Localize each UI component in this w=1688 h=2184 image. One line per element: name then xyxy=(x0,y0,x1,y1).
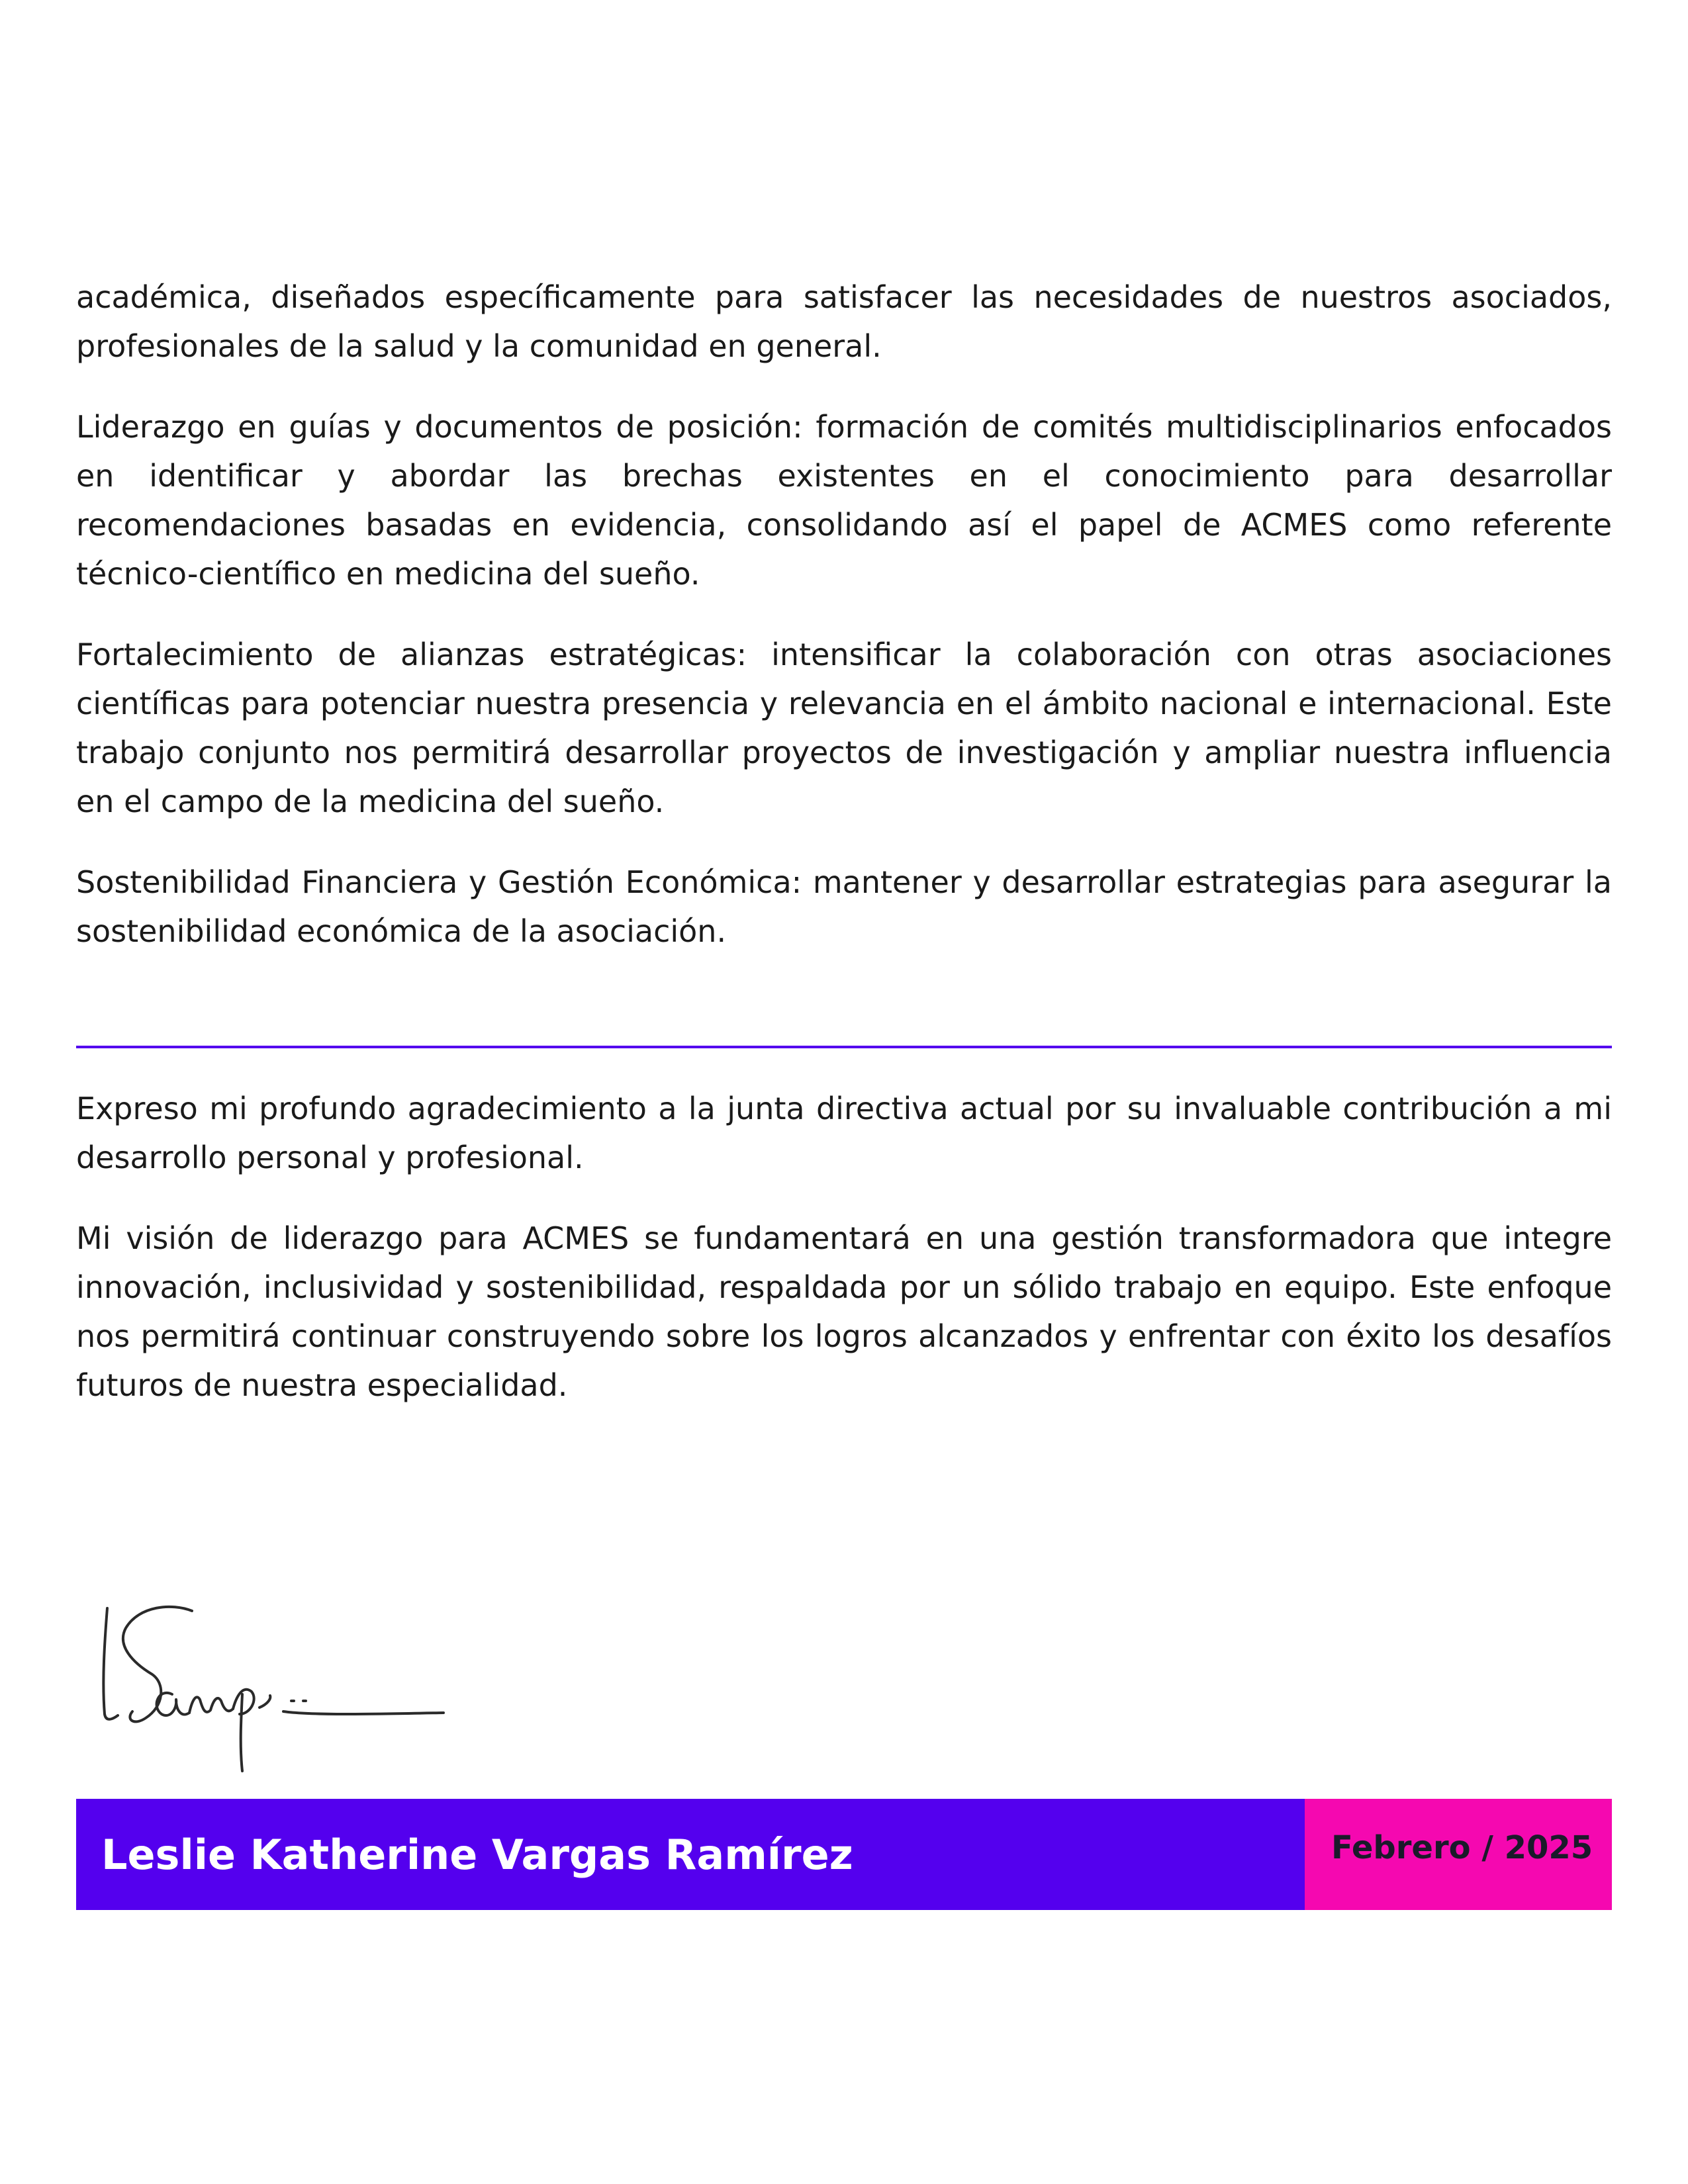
body-text xyxy=(76,273,1612,987)
body-paragraph: académica, diseñados específicamente para satisfacer las necesidades de nuestros asociados, profesionales de la salud y la comunidad en general. xyxy=(76,279,1612,364)
body-paragraph: Fortalecimiento de alianzas estratégicas: intensificar la colaboración con otras asociaciones científicas para potenciar nuestra presencia y relevancia en el ámbito nacional e internacional. Este trabajo conjunto nos permitirá desarrollar proyectos de investigación y ampliar nuestra influencia en el campo de la medicina del sueño. xyxy=(76,637,1612,819)
signer-name: Leslie Katherine Vargas Ramírez xyxy=(101,1830,853,1879)
closing-paragraph: Mi visión de liderazgo para ACMES se fundamentará en una gestión transformadora que integre innovación, inclusividad y sostenibilidad, respaldada por un sólido trabajo en equipo. Este enfoque nos permitirá continuar construyendo sobre los logros alcanzados y enfrentar con éxito los desafíos futuros de nuestra especialidad. xyxy=(76,1220,1612,1403)
closing-paragraph: Expreso mi profundo agradecimiento a la junta directiva actual por su invaluable contribución a mi desarrollo personal y profesional. xyxy=(76,1091,1612,1175)
body-paragraph: Liderazgo en guías y documentos de posición: formación de comités multidisciplinarios enfocados en identificar y abordar las brechas existentes en el conocimiento para desarrollar recomendaciones basadas en evidencia, consolidando así el papel de ACMES como referente técnico-científico en medicina del sueño. xyxy=(76,409,1612,592)
closing-text xyxy=(76,1084,1612,1441)
body-paragraph: Sostenibilidad Financiera y Gestión Económica: mantener y desarrollar estrategias para asegurar la sostenibilidad económica de la asociación. xyxy=(76,864,1612,949)
handwritten-signature xyxy=(93,1602,463,1780)
signer-name-bar xyxy=(76,1799,1305,1910)
section-divider xyxy=(76,1046,1612,1048)
signature-date: Febrero / 2025 xyxy=(1331,1829,1593,1866)
date-badge xyxy=(1305,1799,1612,1910)
